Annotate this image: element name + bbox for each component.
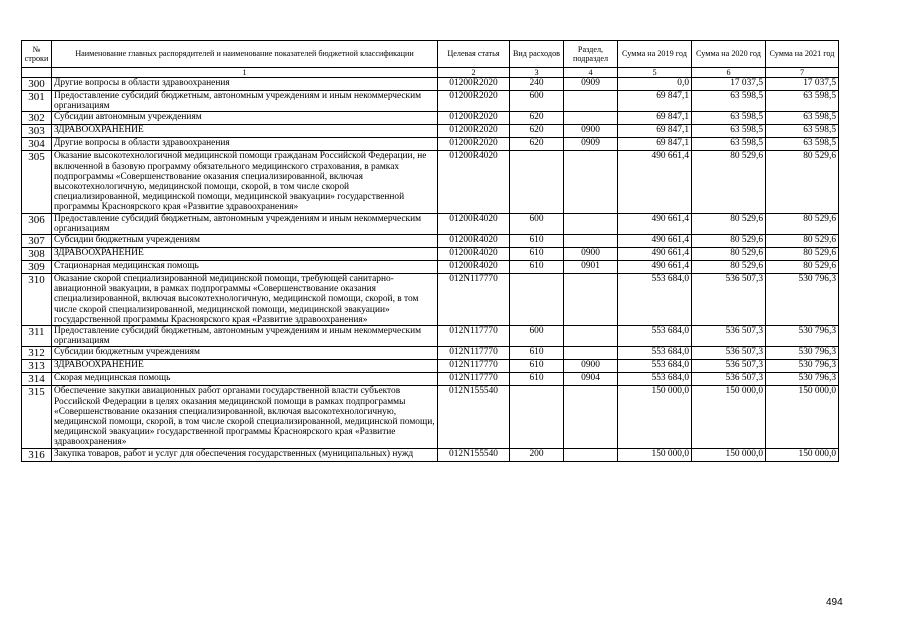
row-expense-type: 610 — [510, 347, 564, 360]
page-number: 494 — [826, 597, 843, 608]
row-expense-type: 610 — [510, 373, 564, 386]
row-expense-type: 610 — [510, 261, 564, 274]
row-name: Оказание высокотехнологичной медицинской помощи гражданам Российской Федерации, не включенной в базовую программу обязательного медицинского страхования, в рамках подпрограммы «Совершенствование оказания специализированной, включая высокотехнологичную, медицинской помощи, скорой, в том числе скорой специализированной, медицинской помощи, медицинской эвакуации» государственной программы Красноярского края «Развитие здравоохранения» — [52, 151, 438, 213]
row-section — [564, 347, 618, 360]
row-section — [564, 213, 618, 234]
column-number-row — [22, 68, 839, 78]
row-number: 316 — [22, 448, 52, 461]
row-expense-type: 240 — [510, 78, 564, 91]
row-sum-2021: 80 529,6 — [766, 261, 839, 274]
row-target-article: 01200R4020 — [438, 213, 510, 234]
row-target-article: 012N117770 — [438, 360, 510, 373]
row-target-article: 01200R4020 — [438, 248, 510, 261]
table-row — [22, 347, 839, 360]
row-expense-type: 600 — [510, 91, 564, 112]
table-row — [22, 448, 839, 461]
table-row — [22, 261, 839, 274]
header-row — [22, 41, 839, 68]
row-sum-2019: 490 661,4 — [618, 235, 692, 248]
row-expense-type: 600 — [510, 326, 564, 347]
table-row — [22, 248, 839, 261]
row-name: ЗДРАВООХРАНЕНИЕ — [52, 125, 438, 138]
row-target-article: 01200R2020 — [438, 125, 510, 138]
row-number: 300 — [22, 78, 52, 91]
row-sum-2019: 553 684,0 — [618, 347, 692, 360]
row-sum-2019: 0,0 — [618, 78, 692, 91]
row-sum-2019: 150 000,0 — [618, 386, 692, 448]
row-sum-2019: 69 847,1 — [618, 125, 692, 138]
row-expense-type — [510, 274, 564, 326]
row-sum-2021: 63 598,5 — [766, 91, 839, 112]
row-number: 312 — [22, 347, 52, 360]
budget-table — [21, 40, 839, 462]
row-expense-type: 610 — [510, 360, 564, 373]
table-row — [22, 235, 839, 248]
column-number: 5 — [618, 68, 692, 78]
row-target-article: 012N117770 — [438, 347, 510, 360]
row-section: 0900 — [564, 360, 618, 373]
row-target-article: 01200R2020 — [438, 138, 510, 151]
row-name: Другие вопросы в области здравоохранения — [52, 138, 438, 151]
row-section — [564, 386, 618, 448]
row-name: Закупка товаров, работ и услуг для обеспечения государственных (муниципальных) нужд — [52, 448, 438, 461]
row-number: 311 — [22, 326, 52, 347]
row-number: 306 — [22, 213, 52, 234]
row-section — [564, 112, 618, 125]
column-number: 7 — [766, 68, 839, 78]
row-sum-2019: 69 847,1 — [618, 91, 692, 112]
row-target-article: 012N155540 — [438, 448, 510, 461]
row-target-article: 01200R4020 — [438, 151, 510, 213]
row-number: 305 — [22, 151, 52, 213]
row-name: ЗДРАВООХРАНЕНИЕ — [52, 248, 438, 261]
header-section: Раздел, подраздел — [564, 41, 618, 68]
row-sum-2021: 530 796,3 — [766, 373, 839, 386]
table-row — [22, 360, 839, 373]
column-number: 2 — [438, 68, 510, 78]
row-sum-2020: 150 000,0 — [692, 448, 766, 461]
row-expense-type — [510, 151, 564, 213]
header-expense-type: Вид расходов — [510, 41, 564, 68]
row-name: Обеспечение закупки авиационных работ органами государственной власти субъектов Российской Федерации в целях оказания медицинской помощи в рамках подпрограммы «Совершенствование оказания специализированной, включая высокотехнологичную, медицинской помощи, скорой, в том числе скорой специализированной, медицинской помощи, медицинской эвакуации» государственной программы Красноярского края «Развитие здравоохранения» — [52, 386, 438, 448]
row-name: Субсидии бюджетным учреждениям — [52, 235, 438, 248]
row-number: 304 — [22, 138, 52, 151]
row-number: 313 — [22, 360, 52, 373]
row-sum-2019: 490 661,4 — [618, 213, 692, 234]
row-section: 0909 — [564, 138, 618, 151]
header-sum-2019: Сумма на 2019 год — [618, 41, 692, 68]
table-row — [22, 151, 839, 213]
row-name: Предоставление субсидий бюджетным, автономным учреждениям и иным некоммерческим организациям — [52, 326, 438, 347]
table-row — [22, 125, 839, 138]
column-number: 4 — [564, 68, 618, 78]
row-sum-2020: 63 598,5 — [692, 138, 766, 151]
row-number: 314 — [22, 373, 52, 386]
column-number: 3 — [510, 68, 564, 78]
row-expense-type — [510, 386, 564, 448]
row-number: 301 — [22, 91, 52, 112]
row-number: 303 — [22, 125, 52, 138]
row-number: 309 — [22, 261, 52, 274]
row-sum-2021: 63 598,5 — [766, 138, 839, 151]
row-sum-2020: 536 507,3 — [692, 347, 766, 360]
row-expense-type: 600 — [510, 213, 564, 234]
row-target-article: 01200R2020 — [438, 112, 510, 125]
row-sum-2019: 553 684,0 — [618, 373, 692, 386]
row-name: Субсидии бюджетным учреждениям — [52, 347, 438, 360]
row-sum-2021: 80 529,6 — [766, 151, 839, 213]
row-number: 302 — [22, 112, 52, 125]
header-sum-2020: Сумма на 2020 год — [692, 41, 766, 68]
table-row — [22, 78, 839, 91]
row-number: 308 — [22, 248, 52, 261]
row-sum-2021: 80 529,6 — [766, 248, 839, 261]
row-number: 315 — [22, 386, 52, 448]
row-target-article: 012N117770 — [438, 373, 510, 386]
row-sum-2021: 530 796,3 — [766, 360, 839, 373]
row-sum-2020: 80 529,6 — [692, 151, 766, 213]
row-sum-2021: 80 529,6 — [766, 235, 839, 248]
column-number: 1 — [52, 68, 438, 78]
row-number: 310 — [22, 274, 52, 326]
row-section — [564, 274, 618, 326]
row-sum-2020: 80 529,6 — [692, 235, 766, 248]
row-section: 0904 — [564, 373, 618, 386]
row-sum-2019: 553 684,0 — [618, 274, 692, 326]
row-section — [564, 326, 618, 347]
row-name: Стационарная медицинская помощь — [52, 261, 438, 274]
table-row — [22, 386, 839, 448]
row-sum-2020: 80 529,6 — [692, 261, 766, 274]
row-sum-2020: 80 529,6 — [692, 248, 766, 261]
table-row — [22, 326, 839, 347]
row-target-article: 012N155540 — [438, 386, 510, 448]
header-sum-2021: Сумма на 2021 год — [766, 41, 839, 68]
row-name: Предоставление субсидий бюджетным, автономным учреждениям и иным некоммерческим организациям — [52, 213, 438, 234]
row-name: ЗДРАВООХРАНЕНИЕ — [52, 360, 438, 373]
row-sum-2021: 63 598,5 — [766, 125, 839, 138]
row-section: 0900 — [564, 248, 618, 261]
table-row — [22, 213, 839, 234]
column-number — [22, 68, 52, 78]
row-expense-type: 200 — [510, 448, 564, 461]
row-number: 307 — [22, 235, 52, 248]
row-section — [564, 448, 618, 461]
row-sum-2019: 553 684,0 — [618, 360, 692, 373]
row-sum-2019: 553 684,0 — [618, 326, 692, 347]
table-body — [22, 78, 839, 462]
row-sum-2021: 80 529,6 — [766, 213, 839, 234]
row-target-article: 01200R2020 — [438, 91, 510, 112]
row-name: Другие вопросы в области здравоохранения — [52, 78, 438, 91]
row-expense-type: 610 — [510, 235, 564, 248]
row-sum-2019: 150 000,0 — [618, 448, 692, 461]
row-name: Скорая медицинская помощь — [52, 373, 438, 386]
row-sum-2021: 530 796,3 — [766, 326, 839, 347]
row-sum-2021: 530 796,3 — [766, 347, 839, 360]
header-name: Наименование главных распорядителей и наименование показателей бюджетной классификации — [52, 41, 438, 68]
row-target-article: 01200R4020 — [438, 261, 510, 274]
row-section: 0909 — [564, 78, 618, 91]
row-expense-type: 610 — [510, 248, 564, 261]
table-row — [22, 274, 839, 326]
row-sum-2021: 530 796,3 — [766, 274, 839, 326]
row-sum-2021: 150 000,0 — [766, 448, 839, 461]
header-target-article: Целевая статья — [438, 41, 510, 68]
row-sum-2020: 536 507,3 — [692, 373, 766, 386]
row-sum-2019: 490 661,4 — [618, 261, 692, 274]
row-sum-2020: 17 037,5 — [692, 78, 766, 91]
row-section — [564, 91, 618, 112]
row-target-article: 01200R2020 — [438, 78, 510, 91]
row-sum-2019: 69 847,1 — [618, 138, 692, 151]
row-section — [564, 151, 618, 213]
table-row — [22, 91, 839, 112]
row-sum-2019: 490 661,4 — [618, 151, 692, 213]
row-sum-2021: 17 037,5 — [766, 78, 839, 91]
row-section: 0901 — [564, 261, 618, 274]
row-target-article: 012N117770 — [438, 326, 510, 347]
budget-table-sheet — [21, 40, 838, 462]
row-sum-2020: 80 529,6 — [692, 213, 766, 234]
table-row — [22, 373, 839, 386]
header-row-number: № строки — [22, 41, 52, 68]
row-target-article: 01200R4020 — [438, 235, 510, 248]
row-name: Оказание скорой специализированной медицинской помощи, требующей санитарно-авиационной эвакуации, в рамках подпрограммы «Совершенствование оказания специализированной, включая высокотехнологичную, медицинской помощи, скорой, в том числе скорой специализированной, медицинской помощи, медицинской эвакуации» государственной программы Красноярского края «Развитие здравоохранения» — [52, 274, 438, 326]
row-expense-type: 620 — [510, 138, 564, 151]
row-sum-2020: 63 598,5 — [692, 125, 766, 138]
column-number: 6 — [692, 68, 766, 78]
row-target-article: 012N117770 — [438, 274, 510, 326]
row-sum-2020: 536 507,3 — [692, 360, 766, 373]
row-sum-2020: 63 598,5 — [692, 91, 766, 112]
row-sum-2020: 150 000,0 — [692, 386, 766, 448]
row-section — [564, 235, 618, 248]
row-sum-2019: 69 847,1 — [618, 112, 692, 125]
row-sum-2021: 63 598,5 — [766, 112, 839, 125]
row-expense-type: 620 — [510, 112, 564, 125]
row-expense-type: 620 — [510, 125, 564, 138]
row-sum-2020: 536 507,3 — [692, 274, 766, 326]
table-row — [22, 138, 839, 151]
row-sum-2020: 536 507,3 — [692, 326, 766, 347]
row-sum-2019: 490 661,4 — [618, 248, 692, 261]
row-sum-2020: 63 598,5 — [692, 112, 766, 125]
row-name: Субсидии автономным учреждениям — [52, 112, 438, 125]
table-row — [22, 112, 839, 125]
row-section: 0900 — [564, 125, 618, 138]
row-name: Предоставление субсидий бюджетным, автономным учреждениям и иным некоммерческим организациям — [52, 91, 438, 112]
row-sum-2021: 150 000,0 — [766, 386, 839, 448]
